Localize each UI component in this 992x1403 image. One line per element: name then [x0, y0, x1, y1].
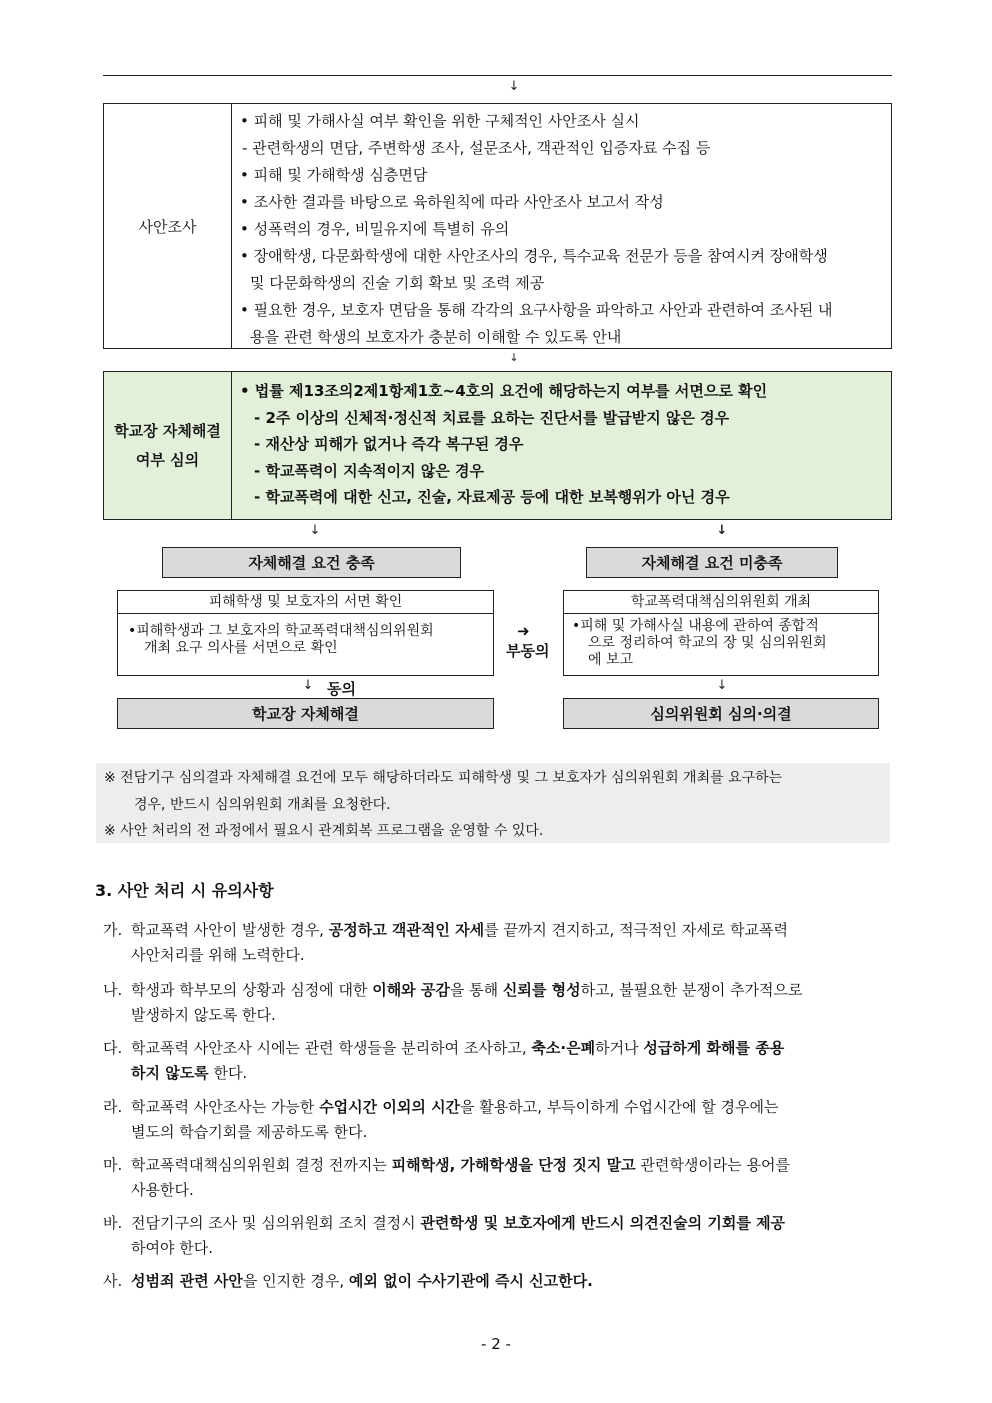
item-text: 관련학생이라는 용어를: [635, 1156, 791, 1174]
requirement-met-box: 자체해결 요건 충족: [162, 547, 461, 578]
section-title: 3. 사안 처리 시 유의사항: [95, 881, 274, 900]
arrow-down-1: ↓: [508, 79, 520, 94]
item-bold: 수업시간 이외의 시간: [319, 1098, 461, 1116]
item-number: 마.: [103, 1156, 123, 1174]
item-text: 하거나: [595, 1039, 644, 1057]
note-box: [96, 763, 890, 843]
requirement-unmet-box: 자체해결 요건 미충족: [586, 547, 838, 578]
item-number: 바.: [103, 1214, 123, 1232]
note-1-line1: ※ 전담기구 심의결과 자체해결 요건에 모두 해당하더라도 피해학생 및 그 보호자가 심의위원회 개최를 요구하는: [104, 770, 783, 786]
item-sa: [103, 1269, 897, 1294]
item-bold: 성범죄 관련 사안: [131, 1272, 243, 1290]
item-text: 학생과 학부모의 상황과 심정에 대한: [131, 981, 373, 999]
committee-decision-box: 심의위원회 심의·의결: [563, 698, 879, 729]
item-text: 한다.: [208, 1064, 248, 1082]
item-ra: [103, 1095, 897, 1145]
note-2: ※ 사안 처리의 전 과정에서 필요시 관계회복 프로그램을 운영할 수 있다.: [104, 823, 544, 839]
item-ba: [103, 1211, 897, 1261]
item-text: 전담기구의 조사 및 심의위원회 조치 결정시: [131, 1214, 421, 1232]
written-confirm-body-line2: 개최 요구 의사를 서면으로 확인: [144, 640, 338, 656]
item-number: 라.: [103, 1098, 123, 1116]
arrow-right: ➜: [517, 622, 530, 640]
review-line: - 재산상 피해가 없거나 즉각 복구된 경우: [254, 435, 524, 453]
page-number: - 2 -: [481, 1335, 511, 1353]
item-text-line2: 발생하지 않도록 한다.: [131, 1006, 276, 1024]
item-text-line2: 사용한다.: [131, 1181, 194, 1199]
arrow-down-right: ↓: [716, 523, 728, 538]
item-text: 을 인지한 경우,: [242, 1272, 349, 1290]
self-resolution-review-table: [103, 371, 892, 520]
item-bold: 관련학생 및 보호자에게 반드시 의견진술의 기회를 제공: [420, 1214, 786, 1232]
arrow-down-committee: ↓: [716, 678, 728, 693]
investigation-line: • 피해 및 가해학생 심층면담: [240, 166, 428, 184]
item-text: 하고, 불필요한 분쟁이 추가적으로: [580, 981, 803, 999]
review-label: [104, 372, 232, 519]
investigation-line: • 조사한 결과를 바탕으로 육하원칙에 따라 사안조사 보고서 작성: [240, 193, 664, 211]
item-number: 다.: [103, 1039, 123, 1057]
investigation-line: 및 다문화학생의 진술 기회 확보 및 조력 제공: [250, 274, 545, 292]
item-text-line2: 하여야 한다.: [131, 1239, 213, 1257]
item-text: 을 통해: [449, 981, 503, 999]
arrow-down-agree: ↓: [302, 678, 314, 693]
review-line: - 학교폭력이 지속적이지 않은 경우: [254, 461, 484, 480]
principal-resolution-box: 학교장 자체해결: [117, 698, 494, 729]
item-text-line2: 사안처리를 위해 노력한다.: [131, 946, 305, 964]
investigation-line: • 피해 및 가해사실 여부 확인을 위한 구체적인 사안조사 실시: [240, 112, 640, 130]
agree-label: 동의: [327, 680, 356, 698]
item-da: [103, 1036, 897, 1086]
investigation-content: [240, 108, 887, 351]
item-text: 을 활용하고, 부득이하게 수업시간에 할 경우에는: [460, 1098, 779, 1116]
written-confirm-head: 피해학생 및 보호자의 서면 확인: [118, 591, 493, 614]
disagree-label: 부동의: [506, 642, 550, 660]
item-bold: 하지 않도록: [131, 1064, 209, 1082]
item-bold: 축소·은폐: [531, 1039, 596, 1057]
committee-open-box: [563, 590, 879, 676]
top-rule: [103, 75, 892, 76]
item-bold: 피해학생, 가해학생을 단정 짓지 말고: [391, 1156, 636, 1174]
review-line: • 법률 제13조의2제1항제1호~4호의 요건에 해당하는지 여부를 서면으로 확인: [240, 382, 768, 400]
item-text: 를 끝까지 견지하고, 적극적인 자세로 학교폭력: [484, 921, 789, 939]
item-number: 가.: [103, 921, 123, 939]
committee-body-line1: •피해 및 가해사실 내용에 관하여 종합적: [572, 618, 819, 634]
item-text: 학교폭력 사안조사 시에는 관련 학생들을 분리하여 조사하고,: [131, 1039, 532, 1057]
investigation-line: • 장애학생, 다문화학생에 대한 사안조사의 경우, 특수교육 전문가 등을 참여시켜 장애학생: [240, 247, 828, 265]
investigation-line: 용을 관련 학생의 보호자가 충분히 이해할 수 있도록 안내: [250, 328, 622, 346]
item-bold: 공정하고 객관적인 자세: [328, 921, 485, 939]
review-line: - 학교폭력에 대한 신고, 진술, 자료제공 등에 대한 보복행위가 아닌 경우: [254, 488, 730, 506]
written-confirm-box: [117, 590, 494, 676]
investigation-label: 사안조사: [104, 104, 232, 348]
item-bold: 신뢰를 형성: [502, 981, 581, 999]
review-label-line2: 여부 심의: [135, 450, 200, 469]
item-number: 사.: [103, 1272, 123, 1290]
note-1-line2: 경우, 반드시 심의위원회 개최를 요청한다.: [134, 796, 391, 813]
item-ga: [103, 918, 897, 968]
item-text: 학교폭력 사안조사는 가능한: [131, 1098, 320, 1116]
investigation-line: - 관련학생의 면담, 주변학생 조사, 설문조사, 객관적인 입증자료 수집 등: [242, 139, 711, 157]
committee-open-head: 학교폭력대책심의위원회 개최: [564, 591, 878, 614]
item-number: 나.: [103, 981, 123, 999]
item-na: [103, 978, 897, 1028]
committee-body-line2: 으로 정리하여 학교의 장 및 심의위원회: [588, 635, 827, 651]
item-text: 학교폭력 사안이 발생한 경우,: [131, 921, 329, 939]
investigation-line: • 성폭력의 경우, 비밀유지에 특별히 유의: [240, 220, 510, 238]
investigation-table: [103, 103, 892, 349]
committee-body-line3: 에 보고: [588, 652, 634, 668]
review-label-line1: 학교장 자체해결: [114, 421, 221, 440]
review-content: [240, 378, 885, 511]
item-bold: 예외 없이 수사기관에 즉시 신고한다.: [348, 1272, 593, 1290]
written-confirm-body-line1: •피해학생과 그 보호자의 학교폭력대책심의위원회: [128, 623, 434, 639]
item-bold: 이해와 공감: [372, 981, 450, 999]
item-text-line2: 별도의 학습기회를 제공하도록 한다.: [131, 1123, 368, 1141]
arrow-down-left: ↓: [309, 523, 321, 538]
arrow-down-2: ↓: [509, 351, 519, 364]
review-line: - 2주 이상의 신체적·정신적 치료를 요하는 진단서를 발급받지 않은 경우: [254, 408, 730, 427]
investigation-line: • 필요한 경우, 보호자 면담을 통해 각각의 요구사항을 파악하고 사안과 관련하여 조사된 내: [240, 301, 833, 319]
item-text: 학교폭력대책심의위원회 결정 전까지는: [131, 1156, 392, 1174]
item-bold: 성급하게 화해를 종용: [643, 1039, 785, 1057]
item-ma: [103, 1153, 897, 1203]
